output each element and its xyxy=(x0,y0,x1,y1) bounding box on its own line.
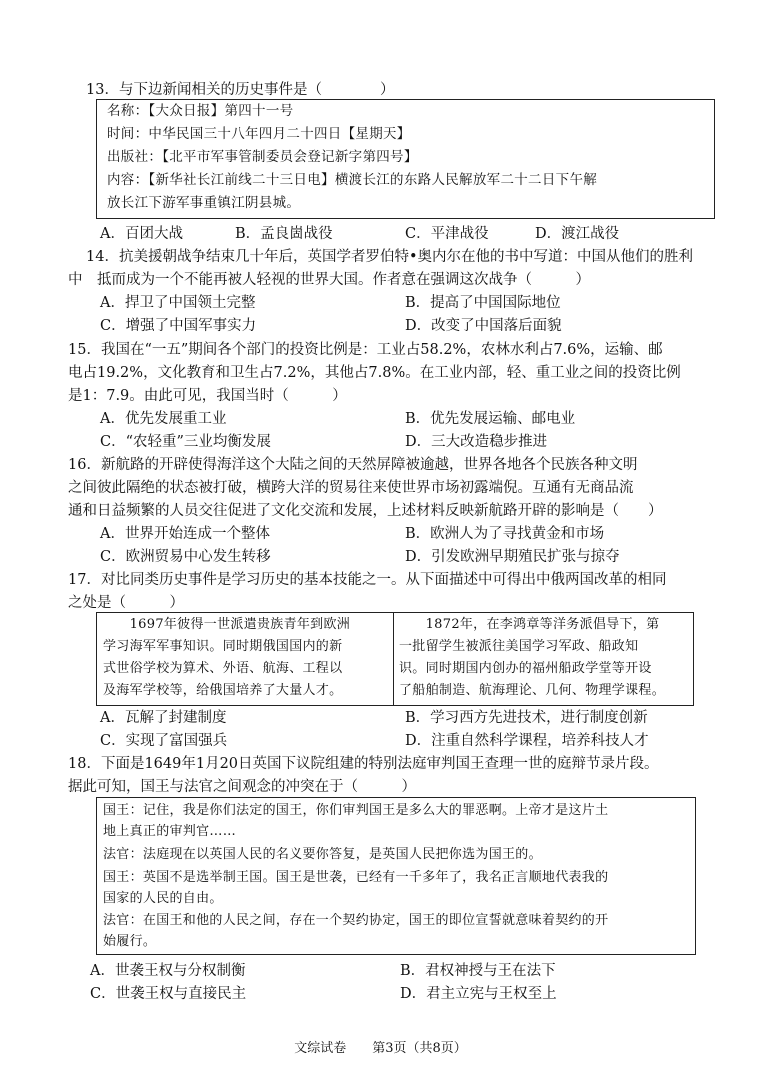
q18-option-a[interactable]: A．世袭王权与分权制衡 xyxy=(90,963,246,979)
q16-option-d[interactable]: D．引发欧洲早期殖民扩张与掠夺 xyxy=(405,549,620,565)
q16-option-a[interactable]: A．世界开始连成一个整体 xyxy=(100,526,270,542)
q17-right-line: 识。同时期国内创办的福州船政学堂等开设 xyxy=(399,661,652,676)
q18-box-line: 地上真正的审判官…… xyxy=(103,824,236,839)
q18-transcript-box xyxy=(96,797,696,955)
q14-option-c[interactable]: C．增强了中国军事实力 xyxy=(100,318,257,334)
q17-comparison-box xyxy=(96,612,694,706)
q13-box-line: 出版社：【北平市军事管制委员会登记新字第四号】 xyxy=(107,149,418,165)
q17-stem-line: 之处是（ ） xyxy=(68,595,184,611)
q15-stem-line: 电占19.2%，文化教育和卫生占7.2%，其他占7.8%。在工业内部，轻、重工业之间的投资比例 xyxy=(68,365,681,381)
q14-option-d[interactable]: D．改变了中国落后面貌 xyxy=(405,318,562,334)
q18-box-line: 国王：英国不是选举制王国。国王是世袭，已经有一千多年了，我名正言顺地代表我的 xyxy=(103,870,609,885)
q13-option-d[interactable]: D．渡江战役 xyxy=(535,226,620,242)
q17-left-line: 及海军学校等，给俄国培养了大量人才。 xyxy=(103,683,343,698)
q18-option-c[interactable]: C．世袭王权与直接民主 xyxy=(90,986,247,1002)
q17-left-line: 1697年彼得一世派遣贵族青年到欧洲 xyxy=(103,617,351,632)
q13-option-a[interactable]: A．百团大战 xyxy=(100,226,183,242)
q13-option-b[interactable]: B．孟良崮战役 xyxy=(235,226,333,242)
q17-right-line: 了船舶制造、航海理论、几何、物理学课程。 xyxy=(399,683,666,698)
q15-stem-line: 是1：7.9。由此可见，我国当时（ ） xyxy=(68,388,347,404)
q16-stem-line: 16．新航路的开辟使得海洋这个大陆之间的天然屏障被逾越，世界各地各个民族各种文明 xyxy=(68,457,638,473)
q13-box-line: 时间：中华民国三十八年四月二十四日【星期天】 xyxy=(107,126,411,142)
q18-option-b[interactable]: B．君权神授与王在法下 xyxy=(400,963,556,979)
q13-box-line: 放长江下游军事重镇江阴县城。 xyxy=(107,195,301,211)
q16-option-c[interactable]: C．欧洲贸易中心发生转移 xyxy=(100,549,271,565)
q17-left-line: 式世俗学校为算术、外语、航海、工程以 xyxy=(103,661,343,676)
q17-stem-line: 17．对比同类历史事件是学习历史的基本技能之一。从下面描述中可得出中俄两国改革的相同 xyxy=(68,572,667,588)
q13-option-c[interactable]: C．平津战役 xyxy=(405,226,489,242)
q17-right-line: 一批留学生被派往美国学习军政、船政知 xyxy=(399,639,639,654)
q14-option-b[interactable]: B．提高了中国国际地位 xyxy=(405,295,561,311)
q15-stem-line: 15．我国在“一五”期间各个部门的投资比例是：工业占58.2%，农林水利占7.6%，运输、邮 xyxy=(68,342,663,358)
q13-stem: 13．与下边新闻相关的历史事件是（ ） xyxy=(86,82,395,98)
q18-stem-line: 据此可知，国王与法官之间观念的冲突在于（ ） xyxy=(68,779,416,795)
q17-option-d[interactable]: D．注重自然科学课程，培养科技人才 xyxy=(405,733,649,749)
q17-option-c[interactable]: C．实现了富国强兵 xyxy=(100,733,228,749)
q18-option-d[interactable]: D．君主立宪与王权至上 xyxy=(400,986,557,1002)
page-footer: 文综试卷 第3页（共8页） xyxy=(294,1041,467,1056)
q17-box-divider xyxy=(393,613,394,705)
q14-stem-line: 14．抗美援朝战争结束几十年后，英国学者罗伯特•奥内尔在他的书中写道：中国从他们的胜利 xyxy=(86,249,693,265)
q17-option-a[interactable]: A．瓦解了封建制度 xyxy=(100,710,227,726)
q18-box-line: 法官：在国王和他的人民之间，存在一个契约协定，国王的即位宣誓就意味着契约的开 xyxy=(103,913,609,928)
q15-option-c[interactable]: C．“农轻重”三业均衡发展 xyxy=(100,434,271,450)
q17-option-b[interactable]: B．学习西方先进技术，进行制度创新 xyxy=(405,710,648,726)
q16-option-b[interactable]: B．欧洲人为了寻找黄金和市场 xyxy=(405,526,605,542)
q15-option-b[interactable]: B．优先发展运输、邮电业 xyxy=(405,411,576,427)
q17-left-line: 学习海军军事知识。同时期俄国国内的新 xyxy=(103,639,343,654)
q18-box-line: 国家的人民的自由。 xyxy=(103,891,223,906)
q15-option-d[interactable]: D．三大改造稳步推进 xyxy=(405,434,548,450)
q16-stem-line: 之间彼此隔绝的状态被打破，横跨大洋的贸易往来使世界市场初露端倪。互通有无商品流 xyxy=(68,480,634,496)
q16-stem-line: 通和日益频繁的人员交往促进了文化交流和发展，上述材料反映新航路开辟的影响是（ ） xyxy=(68,503,663,519)
q14-stem-line: 中 抵而成为一个不能再被人轻视的世界大国。作者意在强调这次战争（ ） xyxy=(68,272,590,288)
q18-stem-line: 18．下面是1649年1月20日英国下议院组建的特别法庭审判国王查理一世的庭辩节录片段。 xyxy=(68,756,659,772)
q15-option-a[interactable]: A．优先发展重工业 xyxy=(100,411,227,427)
q18-box-line: 国王：记住，我是你们法定的国王，你们审判国王是多么大的罪恶啊。上帝才是这片土 xyxy=(103,803,609,818)
q18-box-line: 始履行。 xyxy=(103,934,157,949)
q13-box-line: 名称：【大众日报】第四十一号 xyxy=(107,103,294,119)
q17-right-line: 1872年，在李鸿章等洋务派倡导下，第 xyxy=(399,617,660,632)
q13-news-box xyxy=(96,99,715,219)
q13-box-line: 内容：【新华社长江前线二十三日电】横渡长江的东路人民解放军二十二日下午解 xyxy=(107,172,598,188)
q18-box-line: 法官：法庭现在以英国人民的名义要你答复，是英国人民把你选为国王的。 xyxy=(103,847,542,862)
q14-option-a[interactable]: A．捍卫了中国领土完整 xyxy=(100,295,256,311)
